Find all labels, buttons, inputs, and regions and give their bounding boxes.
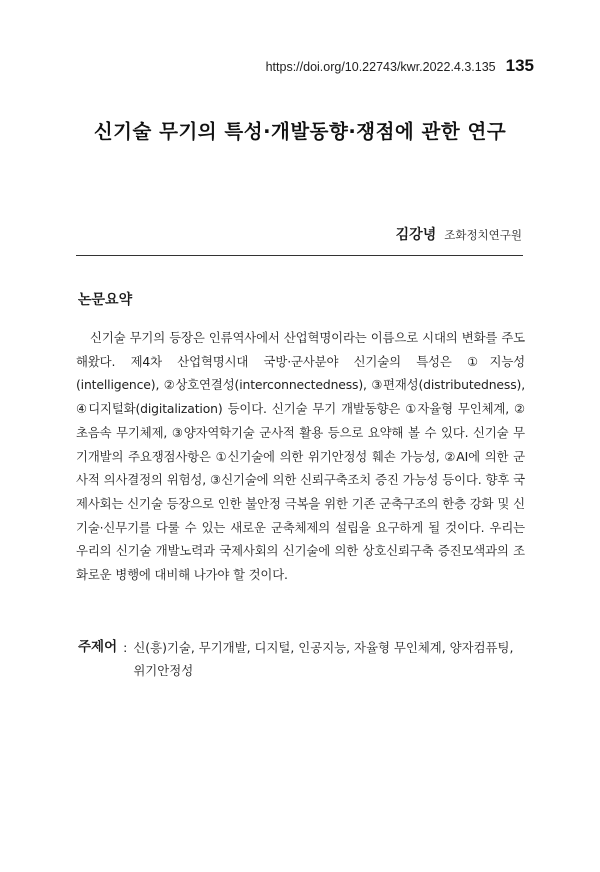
author-name: 김강녕 xyxy=(395,227,437,243)
keywords-block xyxy=(78,636,526,682)
keywords-colon: : xyxy=(123,640,128,655)
divider xyxy=(76,255,523,256)
paper-title: 신기술 무기의 특성·개발동향·쟁점에 관한 연구 xyxy=(93,120,507,143)
abstract-heading: 논문요약 xyxy=(78,292,133,308)
keywords-list: 신(흥)기술, 무기개발, 디지털, 인공지능, 자율형 무인체계, 양자컴퓨팅, 위기안정성 xyxy=(133,640,514,678)
keywords-label: 주제어 xyxy=(78,639,118,655)
doi-link[interactable]: https://doi.org/10.22743/kwr.2022.4.3.135 xyxy=(265,60,496,74)
author-block xyxy=(396,224,522,244)
abstract-body: 신기술 무기의 등장은 인류역사에서 산업혁명이라는 이름으로 시대의 변화를 주도해왔다. 제4차 산업혁명시대 국방·군사분야 신기술의 특성은 ①지능성(intelligence), ②상호연결성(interconnectedness), ③편재성(distributedness), ④디지털화(digitalization) 등이다. 신기술 무기 개발동향은 ①자율형 무인체계, ②초음속 무기체제, ③양자역학기술 군사적 활용 등으로 요약해 볼 수 있다. 신기술 무기개발의 주요쟁점사항은 ①신기술에 의한 위기안정성 훼손 가능성, ②AI에 의한 군사적 의사결정의 위험성, ③신기술에 의한 신뢰구축조치 증진 가능성 등이다. 향후 국제사회는 신기술 등장으로 인한 불안정 극복을 위한 기존 군축구조의 한층 강화 및 신기술·신무기를 다룰 수 있는 새로운 군축체제의 설립을 요구하게 될 것이다. 우리는 우리의 신기술 개발노력과 국제사회의 신기술에 의한 상호신뢰구축 증진모색과의 조화로운 병행에 대비해 나가야 할 것이다. xyxy=(76,330,525,583)
running-header xyxy=(266,56,534,76)
author-affiliation: 조화정치연구원 xyxy=(444,228,522,242)
page-number: 135 xyxy=(505,56,534,75)
